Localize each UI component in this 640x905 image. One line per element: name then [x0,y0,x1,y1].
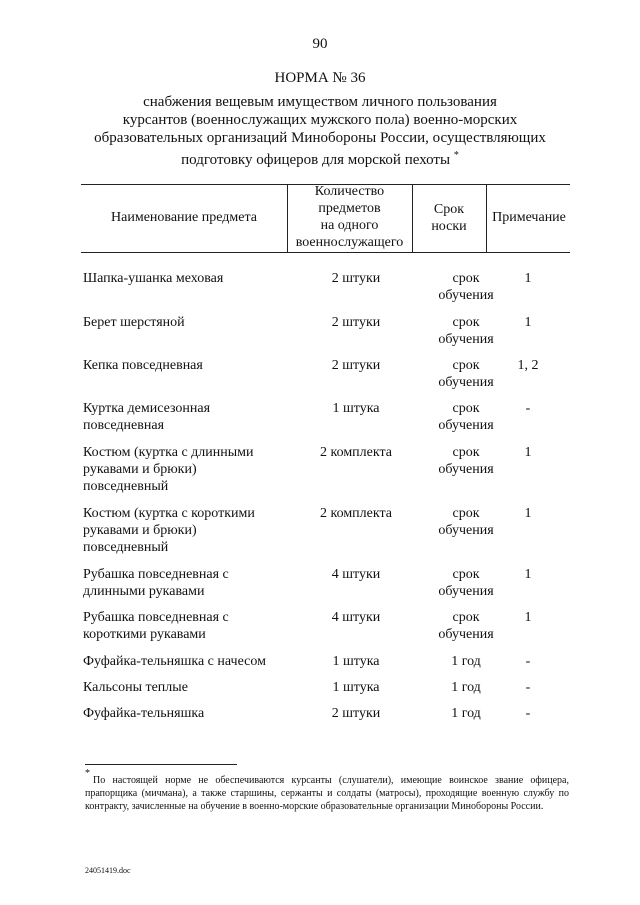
table-row [81,653,570,669]
column-header-note: Примечание [492,210,566,225]
item-term: срок обучения [438,610,494,642]
footnote-rule [85,764,237,765]
item-note: 1 [524,506,532,521]
item-note: 1 [524,610,532,625]
item-quantity: 2 штуки [331,358,381,373]
table-row [81,400,570,433]
item-name: Рубашка повседневная с длинными рукавами [83,567,229,599]
item-quantity: 1 штука [332,680,380,695]
table-row [81,314,570,347]
item-term: срок обучения [438,401,494,433]
table-row [81,679,570,695]
document-id: 24051419.doc [85,866,131,875]
table-row [81,270,570,303]
item-term: срок обучения [438,315,494,347]
column-header-quantity: Количество предметов на одного военнослужащего [295,184,404,250]
item-term: 1 год [451,680,481,695]
item-note: - [525,706,531,721]
item-term: срок обучения [438,271,494,303]
table-row [81,505,570,555]
subtitle-line: курсантов (военнослужащих мужского пола) военно-морских [122,112,518,128]
item-name: Фуфайка-тельняшка с начесом [83,654,266,669]
column-header-term: Срок носки [431,202,467,234]
item-quantity: 4 штуки [331,610,381,625]
norm-title: НОРМА № 36 [274,70,366,86]
item-name: Шапка-ушанка меховая [83,271,224,286]
footnote-mark: * [85,768,90,779]
item-note: - [525,680,531,695]
subtitle-line: подготовку офицеров для морской пехоты * [181,150,459,168]
table-row [81,609,570,642]
footnote-text: По настоящей норме не обеспечиваются курсанты (слушатели), имеющие воинское звание офицера, прапорщика (мичмана), а также старшины, сержанты и солдаты (матросы), проходящие военную службу по контракту, зачисленные на обучение в военно-морские образовательные организации Минобороны России. [85,775,569,812]
item-note: 1 [524,315,532,330]
table-row [81,705,570,721]
subtitle-line: образовательных организаций Минобороны России, осуществляющих [94,130,546,146]
column-header-name: Наименование предмета [111,210,257,225]
item-term: 1 год [451,654,481,669]
table-row [81,357,570,390]
item-note: 1 [524,445,532,460]
item-name: Фуфайка-тельняшка [83,706,205,721]
item-term: срок обучения [438,567,494,599]
item-term: срок обучения [438,445,494,477]
item-term: срок обучения [438,506,494,538]
page-number: 90 [312,36,328,52]
item-name: Берет шерстяной [83,315,185,330]
item-quantity: 2 штуки [331,706,381,721]
item-quantity: 2 комплекта [320,506,392,521]
item-term: срок обучения [438,358,494,390]
item-name: Кепка повседневная [83,358,203,373]
item-name: Костюм (куртка с короткими рукавами и брюки) повседневный [83,506,255,555]
item-quantity: 2 комплекта [320,445,392,460]
item-note: 1 [524,271,532,286]
subtitle-line: снабжения вещевым имуществом личного пользования [143,94,497,110]
item-name: Кальсоны теплые [83,680,188,695]
item-quantity: 1 штука [332,654,380,669]
item-term: 1 год [451,706,481,721]
item-note: 1, 2 [517,358,539,373]
footnote-mark: * [453,150,459,161]
item-name: Куртка демисезонная повседневная [83,401,211,433]
item-quantity: 1 штука [332,401,380,416]
table-row [81,566,570,599]
table-row [81,444,570,494]
item-name: Костюм (куртка с длинными рукавами и брюки) повседневный [83,445,254,494]
item-quantity: 2 штуки [331,271,381,286]
item-quantity: 4 штуки [331,567,381,582]
item-note: 1 [524,567,532,582]
item-name: Рубашка повседневная с короткими рукавами [83,610,229,642]
item-note: - [525,401,531,416]
item-note: - [525,654,531,669]
item-quantity: 2 штуки [331,315,381,330]
table-header-rule [81,252,570,253]
norm-subtitle [60,93,580,169]
